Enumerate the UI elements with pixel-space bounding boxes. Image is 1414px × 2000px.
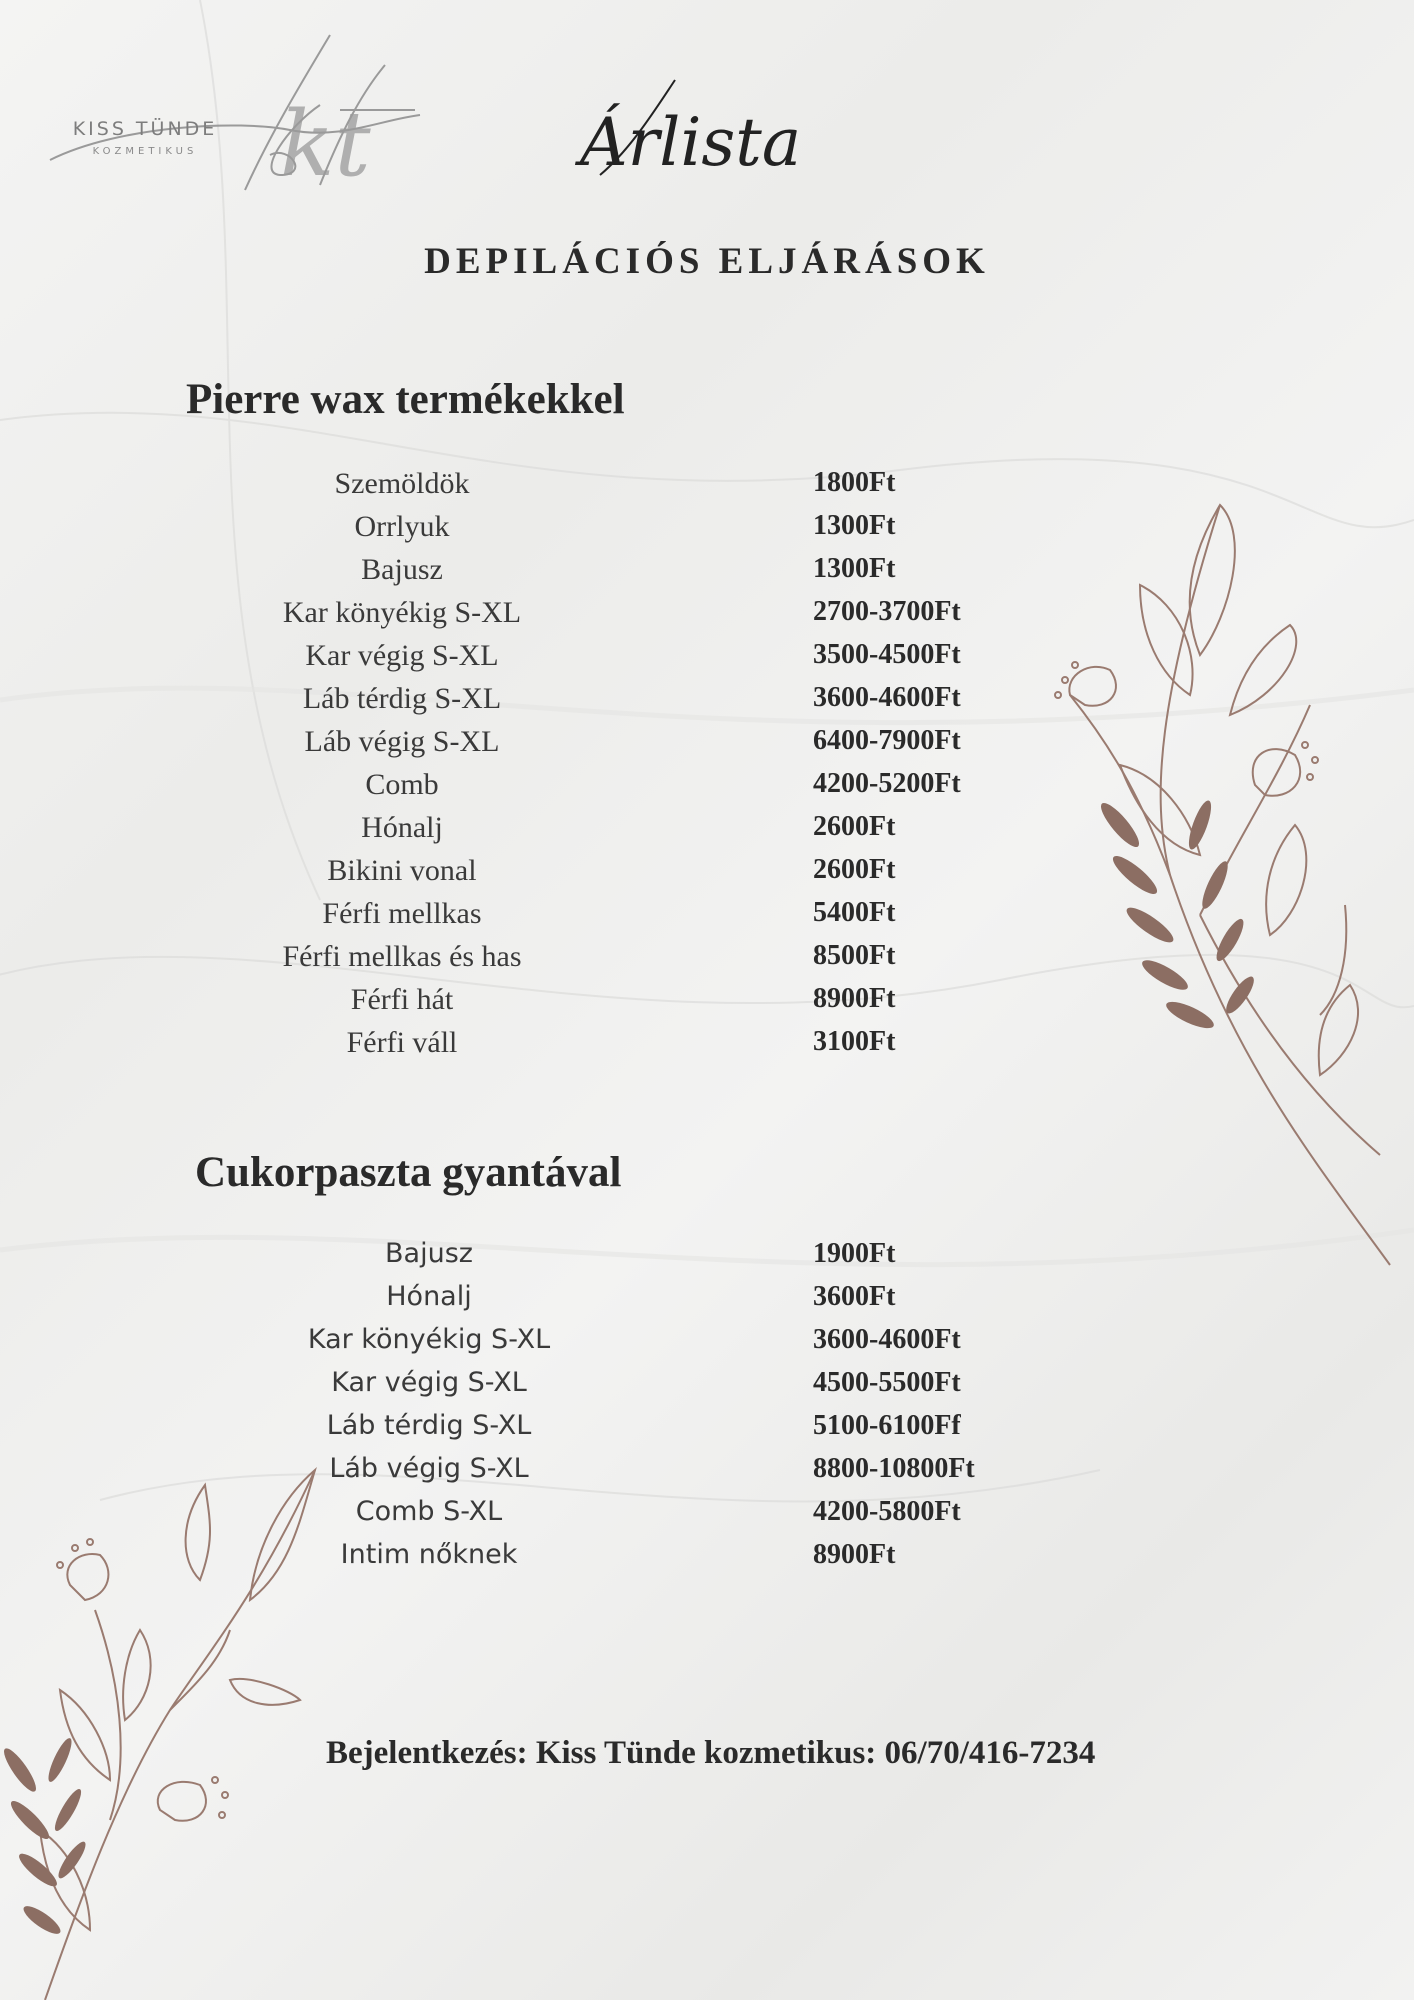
list-item — [0, 1281, 1414, 1323]
page-title — [560, 70, 830, 190]
item-price: 2600Ft — [813, 854, 896, 885]
brand-subtitle: KOZMETIKUS — [92, 146, 198, 157]
item-price: 1300Ft — [813, 553, 896, 584]
item-price: 8900Ft — [813, 983, 896, 1014]
list-item — [0, 1324, 1414, 1366]
brand-logo-script — [40, 25, 430, 195]
contact-line: Bejelentkezés: Kiss Tünde kozmetikus: 06/70/416-7234 — [326, 1735, 1096, 1771]
item-price: 5400Ft — [813, 897, 896, 928]
item-name: Láb térdig S-XL — [326, 1410, 532, 1441]
monogram: kt — [280, 92, 371, 195]
item-name: Láb végig S-XL — [329, 1453, 529, 1484]
sugar-heading: Cukorpaszta gyantával — [195, 1149, 622, 1196]
item-name: Kar könyékig S-XL — [282, 596, 522, 629]
item-price: 8800-10800Ft — [813, 1453, 975, 1484]
item-name: Comb S-XL — [355, 1496, 503, 1527]
item-price: 3600Ft — [813, 1281, 896, 1312]
item-name: Bajusz — [385, 1238, 473, 1269]
wax-heading: Pierre wax termékekkel — [186, 376, 625, 423]
item-price: 3600-4600Ft — [813, 1324, 961, 1355]
item-name: Férfi hát — [350, 983, 454, 1016]
item-name: Kar könyékig S-XL — [307, 1324, 551, 1355]
item-price: 6400-7900Ft — [813, 725, 961, 756]
item-name: Láb térdig S-XL — [302, 682, 502, 715]
item-price: 2700-3700Ft — [813, 596, 961, 627]
brand-name: KISS TÜNDE — [72, 118, 218, 140]
item-price: 3500-4500Ft — [813, 639, 961, 670]
item-name: Hónalj — [361, 811, 443, 844]
item-price: 8900Ft — [813, 1539, 896, 1570]
item-name: Kar végig S-XL — [331, 1367, 527, 1398]
item-name: Láb végig S-XL — [304, 725, 500, 758]
floral-decoration-left — [0, 1460, 330, 2000]
item-price: 1900Ft — [813, 1238, 896, 1269]
floral-decoration-right — [1050, 495, 1410, 1275]
list-item — [0, 1410, 1414, 1452]
item-name: Orrlyuk — [354, 510, 450, 543]
item-price: 8500Ft — [813, 940, 896, 971]
item-price: 4200-5200Ft — [813, 768, 961, 799]
list-item — [0, 1367, 1414, 1409]
section-title: DEPILÁCIÓS ELJÁRÁSOK — [424, 241, 990, 282]
item-price: 2600Ft — [813, 811, 896, 842]
item-name: Szemöldök — [334, 467, 470, 500]
item-price: 3600-4600Ft — [813, 682, 961, 713]
item-price: 4200-5800Ft — [813, 1496, 961, 1527]
item-price: 3100Ft — [813, 1026, 896, 1057]
page-title-text: Árlista — [580, 104, 802, 181]
item-price: 5100-6100Ff — [813, 1410, 961, 1441]
item-name: Bikini vonal — [327, 854, 477, 887]
item-name: Férfi mellkas — [322, 897, 482, 930]
item-name: Intim nőknek — [340, 1539, 518, 1570]
item-price: 4500-5500Ft — [813, 1367, 961, 1398]
item-name: Kar végig S-XL — [305, 639, 499, 672]
item-name: Hónalj — [386, 1281, 472, 1312]
item-name: Comb — [365, 768, 439, 801]
item-name: Férfi váll — [346, 1026, 458, 1059]
item-price: 1800Ft — [813, 467, 896, 498]
item-name: Férfi mellkas és has — [282, 940, 522, 973]
item-price: 1300Ft — [813, 510, 896, 541]
item-name: Bajusz — [361, 553, 443, 586]
